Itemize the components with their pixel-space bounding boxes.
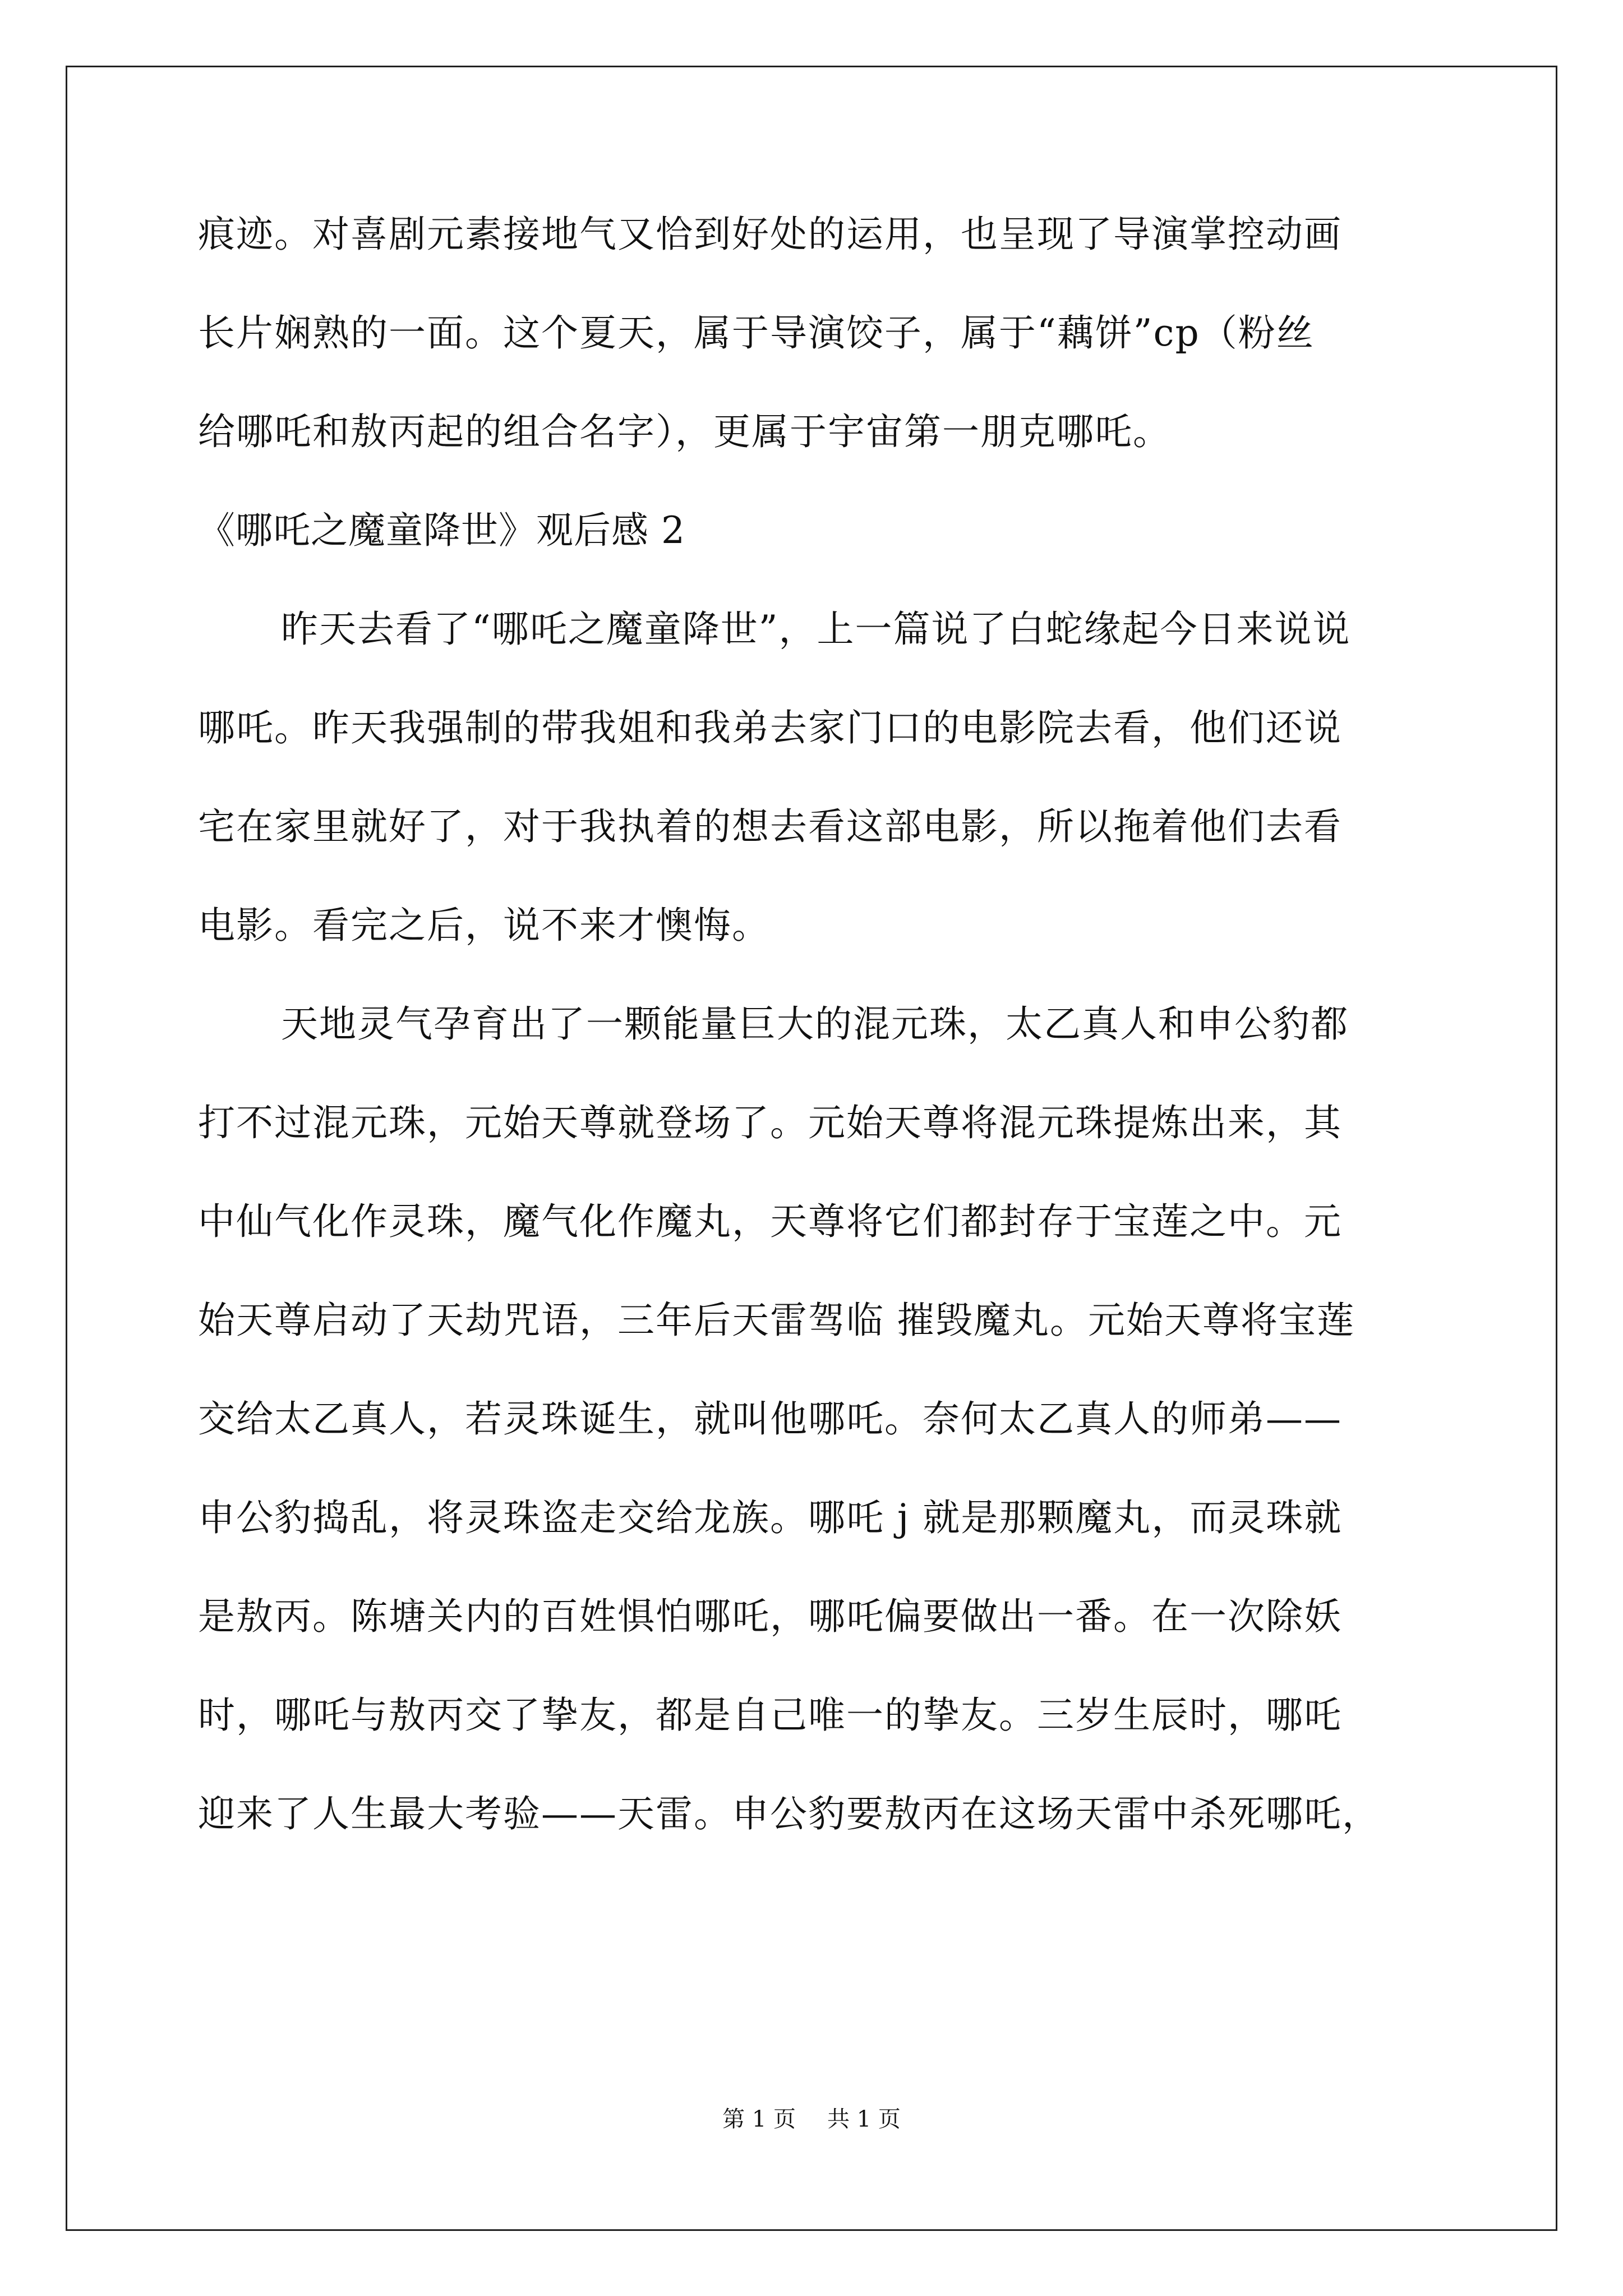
page-number: 第 1 页 — [722, 2106, 796, 2132]
text-line: 时，哪吒与敖丙交了挚友，都是自己唯一的挚友。三岁生辰时，哪吒 — [198, 1694, 1342, 1737]
text-line: 宅在家里就好了，对于我执着的想去看这部电影，所以拖着他们去看 — [198, 805, 1342, 848]
text-line: 申公豹捣乱，将灵珠盗走交给龙族。哪吒 j 就是那颗魔丸，而灵珠就 — [198, 1496, 1343, 1539]
page-footer — [0, 2104, 1623, 2135]
paragraph-first-line: 天地灵气孕育出了一颗能量巨大的混元珠，太乙真人和申公豹都 — [281, 1002, 1349, 1046]
text-line: 始天尊启动了天劫咒语，三年后天雷驾临 摧毁魔丸。元始天尊将宝莲 — [198, 1299, 1355, 1342]
text-line: 是敖丙。陈塘关内的百姓惧怕哪吒，哪吒偏要做出一番。在一次除妖 — [198, 1595, 1342, 1638]
text-line: 痕迹。对喜剧元素接地气又恰到好处的运用，也呈现了导演掌控动画 — [198, 213, 1342, 256]
text-line: 迎来了人生最大考验——天雷。申公豹要敖丙在这场天雷中杀死哪吒， — [198, 1792, 1380, 1835]
text-line: 打不过混元珠，元始天尊就登场了。元始天尊将混元珠提炼出来，其 — [198, 1101, 1342, 1144]
text-line: 电影。看完之后，说不来才懊悔。 — [198, 904, 770, 947]
page-total: 共 1 页 — [827, 2106, 901, 2132]
document-body — [198, 204, 1437, 1883]
text-line: 哪吒。昨天我强制的带我姐和我弟去家门口的电影院去看，他们还说 — [198, 706, 1342, 749]
text-line: 长片娴熟的一面。这个夏天，属于导演饺子，属于“藕饼”cp（粉丝 — [198, 311, 1315, 355]
text-line: 交给太乙真人，若灵珠诞生，就叫他哪吒。奈何太乙真人的师弟—— — [198, 1397, 1342, 1441]
text-line: 给哪吒和敖丙起的组合名字），更属于宇宙第一朋克哪吒。 — [198, 410, 1171, 453]
paragraph-first-line: 昨天去看了“哪吒之魔童降世”，上一篇说了白蛇缘起今日来说说 — [281, 608, 1351, 651]
text-line: 中仙气化作灵珠，魔气化作魔丸，天尊将它们都封存于宝莲之中。元 — [198, 1200, 1342, 1243]
section-heading: 《哪吒之魔童降世》观后感 2 — [198, 509, 685, 552]
